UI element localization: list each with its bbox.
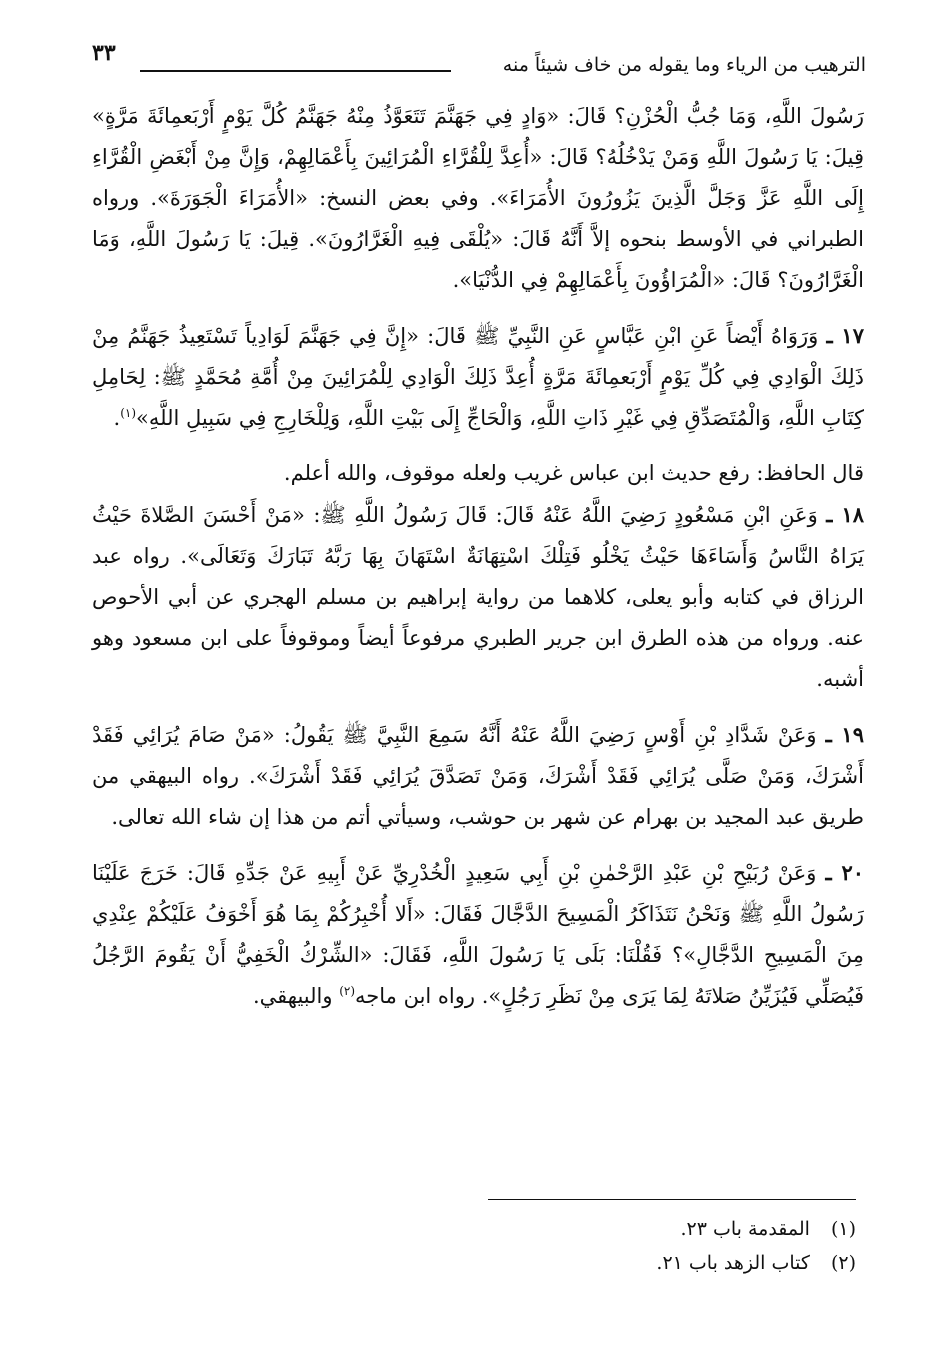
footnote-mark: (١) <box>830 1218 856 1240</box>
footnote-1 <box>92 1212 856 1246</box>
footnote-separator <box>488 1199 856 1200</box>
paragraph-text: وَعَنِ ابْنِ مَسْعُودٍ رَضِيَ اللَّهُ عَنْهُ قَالَ: قَالَ رَسُولُ اللَّهِ ﷺ: «مَنْ أَحْسَنَ الصَّلاةَ حَيْثُ يَرَاهُ النَّاسُ وَأَسَاءَهَا حَيْثُ يَخْلُو فَتِلْكَ اسْتِهَانَةٌ اسْتَهَانَ بِهَا رَبَّهُ تَبَارَكَ وَتَعَالَى». رواه عبد الرزاق في كتابه وأبو يعلى، كلاهما من رواية إبراهيم بن مسلم الهجري عن أبي الأحوص عنه. ورواه من هذه الطرق ابن جرير الطبري مرفوعاً أيضاً وموقوفاً على ابن مسعود وهو أشبه. <box>92 503 864 691</box>
hadith-number: ١٩ ـ <box>825 722 864 747</box>
footnote-reference[interactable]: (٢) <box>339 984 356 998</box>
paragraph-text: وَعَنْ رُبَيْحِ بْنِ عَبْدِ الرَّحْمٰنِ بْنِ أَبِي سَعِيدٍ الْخُدْرِيِّ عَنْ أَبِيهِ عَنْ جَدِّهِ قَالَ: خَرَجَ عَلَيْنَا رَسُولُ اللَّهِ ﷺ وَنَحْنُ نَتَذَاكَرُ الْمَسِيحَ الدَّجَّالَ فَقَالَ: «أَلا أُخْبِرُكُمْ بِمَا هُوَ أَخْوَفُ عَلَيْكُمْ عِنْدِي مِنَ الْمَسِيحِ الدَّجَّالِ»؟ فَقُلْنَا: بَلَى يَا رَسُولَ اللَّهِ، فَقَالَ: «الشِّرْكُ الْخَفِيُّ أَنْ يَقُومَ الرَّجُلُ فَيُصَلِّي فَيُزَيِّنُ صَلاتَهُ لِمَا يَرَى مِنْ نَظَرِ رَجُلٍ». رواه ابن ماجه <box>92 861 864 1008</box>
page-number: ٣٣ <box>92 40 116 66</box>
chapter-title: الترهيب من الرياء وما يقوله من خاف شيئاً منه <box>502 54 866 76</box>
footnote-text: كتاب الزهد باب ٢١. <box>656 1252 810 1274</box>
header-rule <box>140 70 451 72</box>
paragraph-tail: . <box>113 406 121 430</box>
hadith-number: ٢٠ ـ <box>825 860 864 885</box>
paragraph-text: قال الحافظ: رفع حديث ابن عباس غريب ولعله موقوف، والله أعلم. <box>283 461 864 485</box>
running-header <box>92 40 866 84</box>
hadith-17 <box>92 315 864 439</box>
hadith-19 <box>92 714 864 838</box>
hafiz-comment <box>92 453 864 494</box>
footnote-2 <box>92 1246 856 1280</box>
hadith-number: ١٨ ـ <box>826 502 864 527</box>
hadith-18 <box>92 494 864 700</box>
paragraph-text: وَرَوَاهُ أَيْضاً عَنِ ابْنِ عَبَّاسٍ عَنِ النَّبِيِّ ﷺ قَالَ: «إِنَّ فِي جَهَنَّمَ لَوَادِياً تَسْتَعِيذُ جَهَنَّمُ مِنْ ذَلِكَ الْوَادِي فِي كُلِّ يَوْمٍ أَرْبَعمِائَةَ مَرَّةٍ أُعِدَّ ذَلِكَ الْوَادِي لِلْمُرَائِينَ مِنْ أُمَّةِ مُحَمَّدٍ ﷺ: لِحَامِلِ كِتَابِ اللَّهِ، وَالْمُتَصَدِّقِ فِي غَيْرِ ذَاتِ اللَّهِ، وَالْحَاجِّ إِلَى بَيْتِ اللَّهِ، وَلِلْخَارِجِ فِي سَبِيلِ اللَّهِ» <box>92 324 864 430</box>
paragraph-tail: والبيهقي. <box>252 984 340 1008</box>
paragraph-text: وَعَنْ شَدَّادِ بْنِ أَوْسٍ رَضِيَ اللَّهُ عَنْهُ أَنَّهُ سَمِعَ النَّبِيَّ ﷺ يَقُولُ: «مَنْ صَامَ يُرَائِي فَقَدْ أَشْرَكَ، وَمَنْ صَلَّى يُرَائِي فَقَدْ أَشْرَكَ، وَمَنْ تَصَدَّقَ يُرَائِي فَقَدْ أَشْرَكَ». رواه البيهقي من طريق عبد المجيد بن بهرام عن شهر بن حوشب، وسيأتي أتم من هذا إن شاء الله تعالى. <box>92 723 864 829</box>
main-text <box>92 96 864 1017</box>
footnote-reference[interactable]: (١) <box>120 406 137 420</box>
paragraph-continuation <box>92 96 864 301</box>
hadith-number: ١٧ ـ <box>826 323 864 348</box>
paragraph-text: رَسُولَ اللَّهِ، وَمَا جُبُّ الْحُزْنِ؟ قَالَ: «وَادٍ فِي جَهَنَّمَ تَتَعَوَّذُ مِنْهُ جَهَنَّمُ كُلَّ يَوْمٍ أَرْبَعمِائَةَ مَرَّةٍ» قِيلَ: يَا رَسُولَ اللَّهِ وَمَنْ يَدْخُلُهُ؟ قَالَ: «أُعِدَّ لِلْقُرَّاءِ الْمُرَائِينَ بِأَعْمَالِهِمْ، وَإِنَّ مِنْ أَبْغَضِ الْقُرَّاءِ إِلَى اللَّهِ عَزَّ وَجَلَّ الَّذِينَ يَزُورُونَ الأُمَرَاءَ». وفي بعض النسخ: «الأُمَرَاءَ الْجَوَرَةَ». ورواه الطبراني في الأوسط بنحوه إلاَّ أَنَّهُ قَالَ: «يُلْقَى فِيهِ الْغَرَّارُونَ». قِيلَ: يَا رَسُولَ اللَّهِ، وَمَا الْغَرَّارُونَ؟ قَالَ: «الْمُرَاؤُونَ بِأَعْمَالِهِمْ فِي الدُّنْيَا». <box>92 104 864 292</box>
footnotes <box>92 1212 856 1280</box>
hadith-20 <box>92 852 864 1017</box>
footnote-mark: (٢) <box>830 1252 856 1274</box>
footnote-text: المقدمة باب ٢٣. <box>680 1218 810 1240</box>
